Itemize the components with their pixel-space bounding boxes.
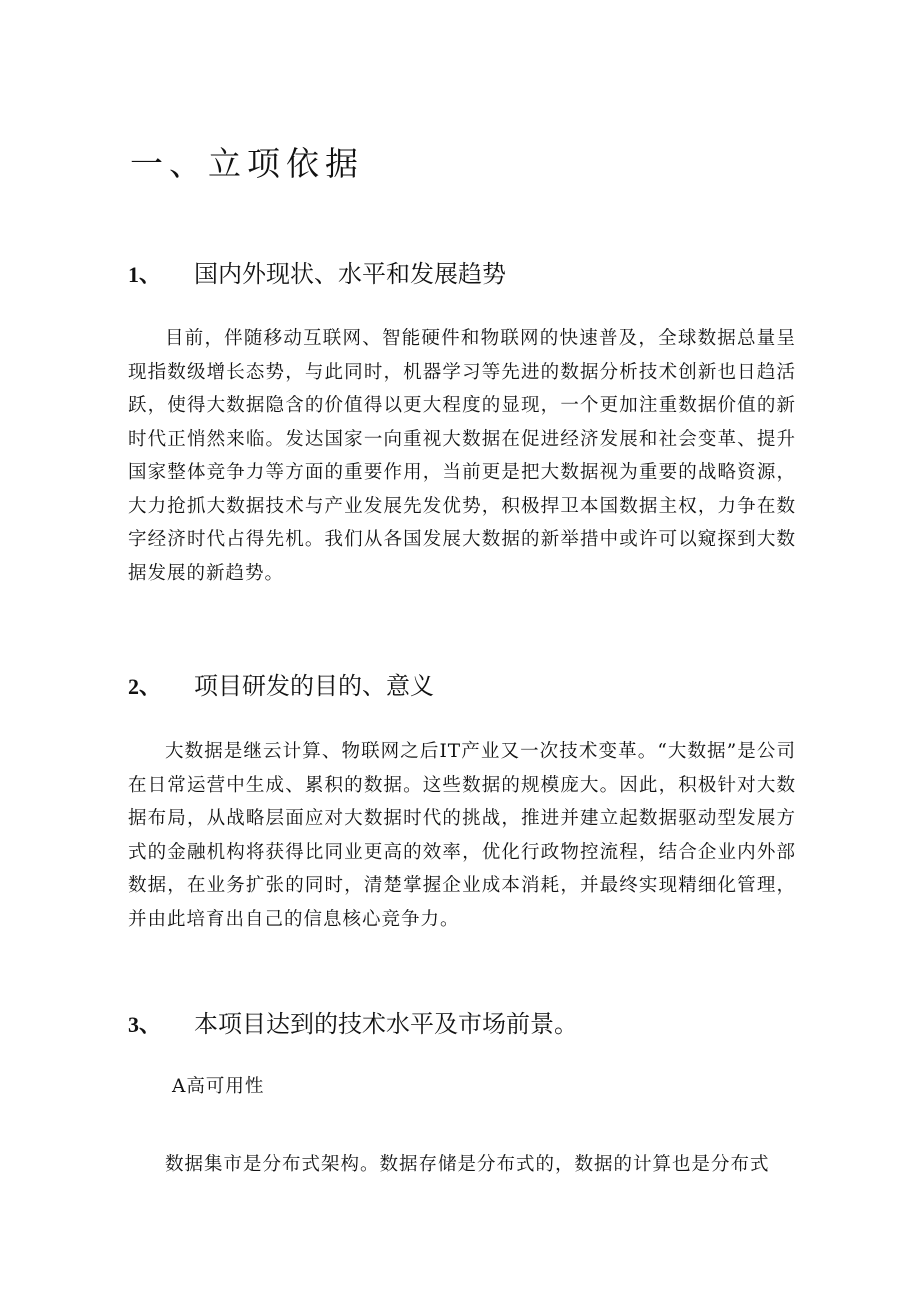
section-2-paragraph: 大数据是继云计算、物联网之后IT产业又一次技术变革。“大数据”是公司在日常运营中生成、累积的数据。这些数据的规模庞大。因此，积极针对大数据布局，从战略层面应对大数据时代的挑战，推进并建立起数据驱动型发展方式的金融机构将获得比同业更高的效率，优化行政物控流程，结合企业内外部数据，在业务扩张的同时，清楚掌握企业成本消耗，并最终实现精细化管理，并由此培育出自己的信息核心竞争力。 <box>128 741 796 930</box>
section-3-heading <box>128 1004 808 1039</box>
section-2-number: 2、 <box>128 674 162 699</box>
section-2-title: 项目研发的目的、意义 <box>194 672 434 700</box>
section-2-heading <box>128 666 808 701</box>
section-1-title: 国内外现状、水平和发展趋势 <box>194 260 506 288</box>
document-title: 一、立项依据 <box>130 144 364 183</box>
section-3-paragraph: 数据集市是分布式架构。数据存储是分布式的，数据的计算也是分布式 <box>165 1154 770 1175</box>
section-1-heading <box>128 254 808 289</box>
section-1-number: 1、 <box>128 262 162 287</box>
section-3-title: 本项目达到的技术水平及市场前景。 <box>194 1010 578 1038</box>
section-3-number: 3、 <box>128 1012 162 1037</box>
section-3-sub-item: A高可用性 <box>172 1076 265 1097</box>
section-1-paragraph: 目前，伴随移动互联网、智能硬件和物联网的快速普及，全球数据总量呈现指数级增长态势，与此同时，机器学习等先进的数据分析技术创新也日趋活跃，使得大数据隐含的价值得以更大程度的显现，一个更加注重数据价值的新时代正悄然来临。发达国家一向重视大数据在促进经济发展和社会变革、提升国家整体竞争力等方面的重要作用，当前更是把大数据视为重要的战略资源，大力抢抓大数据技术与产业发展先发优势，积极捍卫本国数据主权，力争在数字经济时代占得先机。我们从各国发展大数据的新举措中或许可以窥探到大数据发展的新趋势。 <box>128 328 796 584</box>
